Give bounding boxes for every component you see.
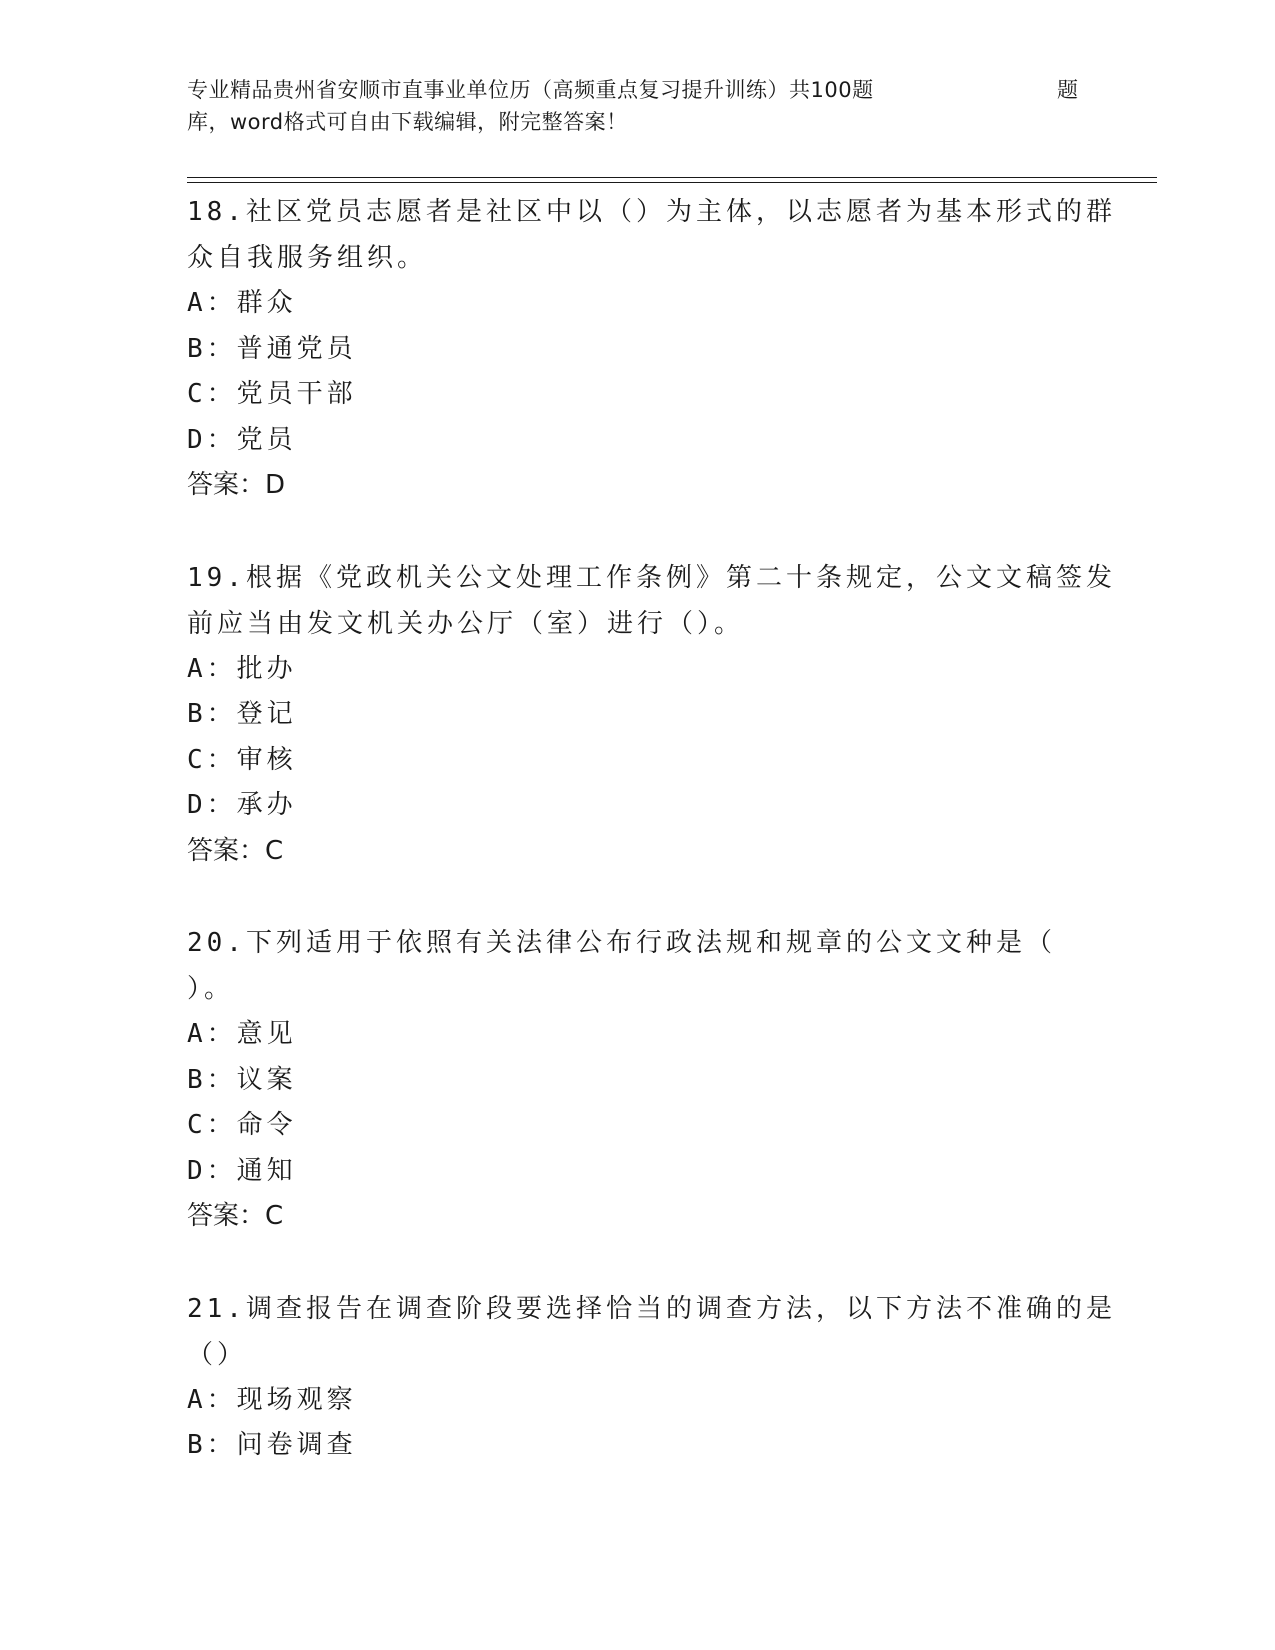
header-divider-bottom: [187, 182, 1157, 183]
question-text-line: 20.下列适用于依照有关法律公布行政法规和规章的公文文种是（: [187, 928, 1056, 958]
question-21: [187, 1286, 1116, 1469]
option-d: D：通知: [187, 1155, 297, 1186]
header-divider-top: [187, 177, 1157, 178]
question-text-line: 众自我服务组织。: [187, 243, 428, 273]
option-b: B：问卷调查: [187, 1430, 357, 1460]
option-d: D：党员: [187, 424, 297, 455]
option-b: B：登记: [187, 699, 297, 729]
question-text-line: 18.社区党员志愿者是社区中以（）为主体，以志愿者为基本形式的群: [187, 197, 1116, 227]
document-header: [187, 74, 1087, 138]
option-a: A：现场观察: [187, 1384, 357, 1415]
header-title-tail: 题: [1057, 78, 1079, 102]
answer-line: 答案：C: [187, 1201, 284, 1231]
question-text-line: 前应当由发文机关办公厅（室）进行（）。: [187, 608, 745, 639]
question-18: [187, 189, 1116, 509]
question-text-line: 21.调查报告在调查阶段要选择恰当的调查方法，以下方法不准确的是: [187, 1293, 1116, 1324]
answer-line: 答案：D: [187, 470, 286, 500]
option-d: D：承办: [187, 790, 297, 820]
option-c: C：审核: [187, 744, 297, 775]
question-text-line: （）: [187, 1339, 248, 1370]
option-b: B：议案: [187, 1064, 297, 1095]
question-19: [187, 555, 1116, 875]
header-line-2: 库，word格式可自由下载编辑，附完整答案！: [187, 110, 628, 134]
option-c: C：命令: [187, 1110, 297, 1140]
header-line-1: [187, 74, 1087, 106]
question-text-line: 19.根据《党政机关公文处理工作条例》第二十条规定，公文文稿签发: [187, 562, 1116, 593]
header-title-text: 专业精品贵州省安顺市直事业单位历（高频重点复习提升训练）共100题: [187, 78, 874, 102]
option-a: A：批办: [187, 653, 297, 684]
question-text-line: ）。: [187, 974, 235, 1004]
option-a: A：意见: [187, 1019, 297, 1049]
question-20: [187, 920, 1087, 1240]
option-a: A：群众: [187, 288, 297, 318]
answer-line: 答案：C: [187, 835, 284, 866]
question-list: [187, 189, 1116, 1515]
option-c: C：党员干部: [187, 379, 357, 409]
option-b: B：普通党员: [187, 333, 357, 364]
